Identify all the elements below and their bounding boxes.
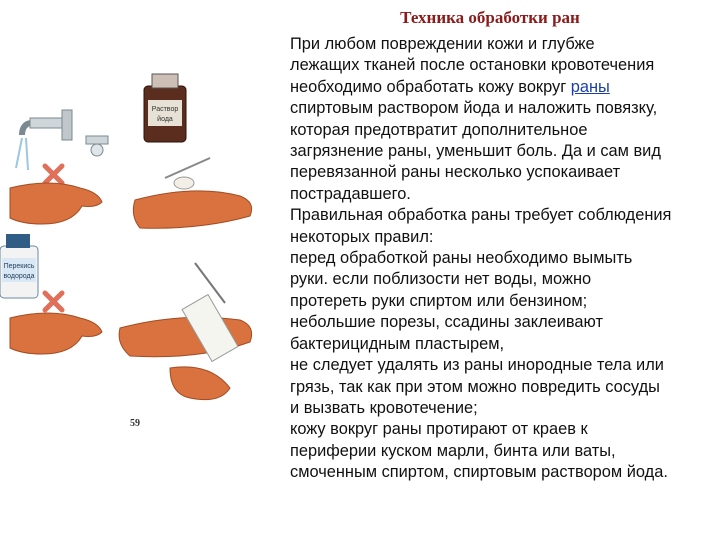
text-line: перед обработкой раны необходимо вымыть (290, 249, 633, 268)
text-line: кожу вокруг раны протирают от краев к (290, 420, 588, 439)
iodine-bottle-icon (144, 74, 186, 142)
peroxide-label-line1: Перекись (3, 263, 35, 270)
text-line: периферии куском марли, бинта или ваты, (290, 441, 616, 460)
first-aid-illustration (0, 68, 272, 440)
text-line: пострадавшего. (290, 184, 411, 203)
peroxide-bottle-icon (0, 234, 38, 298)
text-line: небольшие порезы, ссадины заклеивают (290, 313, 603, 332)
text-line: Правильная обработка раны требует соблюдения (290, 206, 672, 225)
text-line (290, 77, 718, 98)
faucet-icon (16, 110, 108, 170)
text-line: спиртовым раствором йода и наложить повязку, (290, 99, 658, 118)
page-title: Техника обработки ран (400, 8, 580, 27)
text-line: грязь, так как при этом можно повредить сосуды (290, 377, 660, 396)
page-number: 59 (130, 418, 140, 429)
text-line: протереть руки спиртом или бензином; (290, 291, 588, 310)
text-line: лежащих тканей после остановки кровотечения (290, 56, 655, 75)
text-line: которая предотвратит дополнительное (290, 120, 588, 139)
text-line: и вызвать кровотечение; (290, 398, 478, 417)
iodine-label-line1: Раствор (151, 106, 179, 113)
text-line: руки. если поблизости нет воды, можно (290, 270, 592, 289)
text-line: не следует удалять из раны инородные тела или (290, 356, 664, 375)
text-line: При любом повреждении кожи и глубже (290, 35, 595, 53)
text-line: смоченным спиртом, спиртовым раствором йода. (290, 463, 668, 482)
iodine-label-line2: йода (157, 116, 173, 123)
text-line: перевязанной раны несколько успокаивает (290, 163, 621, 182)
text-line: бактерицидным пластырем, (290, 334, 505, 353)
text-line-part: необходимо обработать кожу вокруг (290, 77, 571, 96)
body-text (290, 34, 718, 484)
peroxide-label-line2: водорода (3, 273, 35, 280)
text-line: загрязнение раны, уменьшит боль. Да и сам вид (290, 142, 661, 161)
text-line: некоторых правил: (290, 227, 434, 246)
wounds-link[interactable]: раны (570, 77, 610, 96)
